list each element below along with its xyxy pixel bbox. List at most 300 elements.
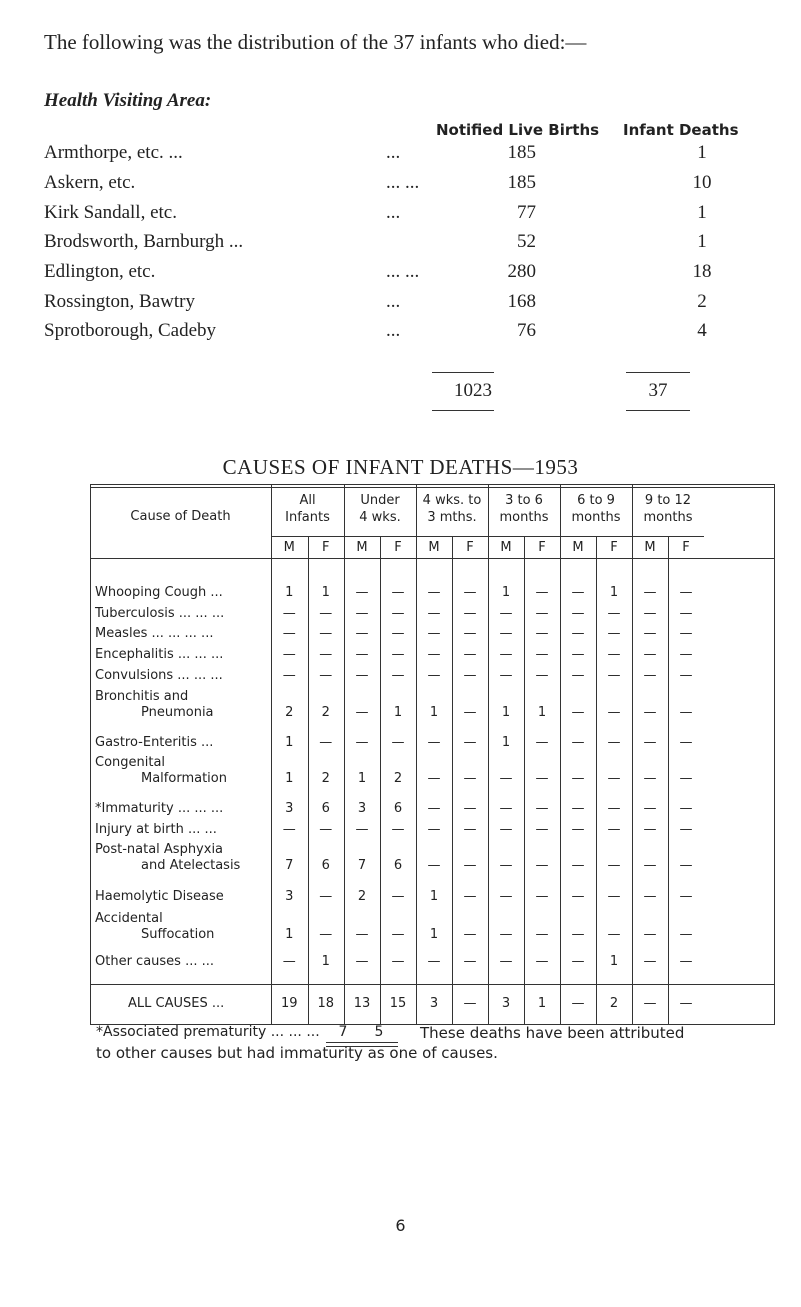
- cause-line-1: Encephalitis ... ... ...: [95, 647, 224, 662]
- cause-line-1: Haemolytic Disease: [95, 889, 224, 904]
- footnote-note-line-2: to other causes but had immaturity as one of causes.: [96, 1044, 498, 1062]
- table-cell: 3: [285, 801, 294, 816]
- table-cell: —: [282, 606, 296, 621]
- table-cell: —: [643, 735, 657, 750]
- age-group-line-1: 9 to 12: [644, 493, 692, 508]
- area-row: [44, 231, 744, 259]
- table-cell: —: [571, 801, 585, 816]
- table-cell: —: [355, 626, 369, 641]
- female-header: F: [610, 540, 618, 555]
- table-cell: —: [427, 822, 441, 837]
- table-cell: —: [535, 668, 549, 683]
- age-group-line-1: Under: [360, 493, 400, 508]
- table-cell: —: [679, 585, 693, 600]
- female-header: F: [682, 540, 690, 555]
- female-header: F: [466, 540, 474, 555]
- age-group-line-2: 4 wks.: [359, 510, 401, 525]
- table-cell: —: [679, 771, 693, 786]
- cause-label: [95, 801, 270, 817]
- table-cell: —: [355, 647, 369, 662]
- cause-line-2: and Atelectasis: [141, 858, 241, 873]
- area-heading: Health Visiting Area:: [44, 90, 212, 111]
- table-cell: 1: [609, 954, 619, 969]
- table-cell: —: [391, 668, 405, 683]
- male-header: M: [283, 540, 295, 555]
- table-cell: —: [463, 927, 477, 942]
- male-header: M: [644, 540, 656, 555]
- table-cell: —: [535, 954, 549, 969]
- table-cell: —: [535, 626, 549, 641]
- area-deaths: 1: [697, 231, 707, 252]
- table-cell: 1: [285, 927, 294, 942]
- table-cell: —: [643, 647, 657, 662]
- table-cell: 1: [429, 889, 439, 904]
- cause-line-2: Malformation: [141, 771, 227, 786]
- table-cell: —: [355, 954, 369, 969]
- cause-label: [95, 822, 270, 838]
- cause-label: [95, 842, 270, 874]
- table-cell: —: [535, 927, 549, 942]
- age-group-header: [560, 492, 632, 526]
- all-causes-label: ALL CAUSES ...: [128, 996, 225, 1011]
- table-cell: —: [643, 626, 657, 641]
- area-row: [44, 142, 744, 170]
- header-bottom-rule: [90, 558, 775, 559]
- table-cell: —: [679, 858, 693, 873]
- table-cell: —: [427, 771, 441, 786]
- table-cell: —: [319, 889, 333, 904]
- cause-line-1: Whooping Cough ...: [95, 585, 223, 600]
- table-cell: —: [643, 954, 657, 969]
- table-cell: 1: [501, 705, 511, 720]
- table-cell: —: [643, 771, 657, 786]
- cause-line-1: Other causes ... ...: [95, 954, 214, 969]
- table-cell: —: [535, 822, 549, 837]
- area-name: Kirk Sandall, etc.: [44, 202, 177, 223]
- area-births: 77: [517, 202, 536, 223]
- births-sum-rule: [432, 372, 494, 373]
- table-cell: —: [463, 889, 477, 904]
- table-cell: —: [571, 889, 585, 904]
- table-cell: —: [679, 647, 693, 662]
- age-group-line-1: 4 wks. to: [422, 493, 482, 508]
- male-header: M: [572, 540, 584, 555]
- table-cell: —: [607, 822, 621, 837]
- all-causes-cell: 2: [609, 996, 619, 1011]
- table-cell: —: [571, 858, 585, 873]
- table-cell: —: [355, 668, 369, 683]
- table-cell: 6: [393, 801, 403, 816]
- table-cell: —: [391, 735, 405, 750]
- causes-table: [90, 484, 775, 1039]
- table-cell: —: [643, 606, 657, 621]
- cause-line-1: Measles ... ... ... ...: [95, 626, 214, 641]
- cause-line-1: Tuberculosis ... ... ...: [95, 606, 225, 621]
- footnote-rule: [326, 1042, 398, 1043]
- table-cell: —: [679, 927, 693, 942]
- table-cell: —: [607, 927, 621, 942]
- table-cell: —: [535, 858, 549, 873]
- table-cell: —: [355, 606, 369, 621]
- table-cell: —: [643, 927, 657, 942]
- table-cell: —: [607, 801, 621, 816]
- area-row: [44, 202, 744, 230]
- footnote-note-line-1: These deaths have been attributed: [420, 1024, 685, 1042]
- table-cell: —: [499, 822, 513, 837]
- table-cell: 1: [537, 705, 547, 720]
- table-cell: —: [427, 858, 441, 873]
- table-cell: 1: [393, 705, 403, 720]
- table-cell: 3: [285, 889, 294, 904]
- table-cell: —: [607, 626, 621, 641]
- table-cell: 7: [357, 858, 367, 873]
- table-cell: —: [607, 668, 621, 683]
- cause-label: [95, 689, 270, 721]
- table-cell: 2: [285, 705, 294, 720]
- deaths-sum-rule: [626, 372, 690, 373]
- area-births: 52: [517, 231, 536, 252]
- table-cell: 1: [501, 585, 511, 600]
- age-group-line-1: 3 to 6: [505, 493, 543, 508]
- age-group-line-2: 3 mths.: [427, 510, 477, 525]
- area-name: Rossington, Bawtry: [44, 291, 195, 312]
- table-cell: —: [355, 735, 369, 750]
- age-group-line-1: All: [299, 493, 316, 508]
- area-leader-dots: ...: [386, 291, 401, 312]
- cause-label: [95, 889, 270, 905]
- group-divider: [488, 484, 489, 1025]
- table-cell: —: [499, 801, 513, 816]
- table-cell: 1: [285, 771, 294, 786]
- area-row: [44, 261, 744, 289]
- area-deaths: 2: [697, 291, 707, 312]
- cause-header: Cause of Death: [130, 509, 231, 524]
- cause-line-2: Pneumonia: [141, 705, 214, 720]
- table-cell: —: [463, 705, 477, 720]
- footnote-label: *Associated prematurity ... ... ...: [96, 1024, 320, 1040]
- area-leader-dots: ... ...: [386, 172, 420, 193]
- table-cell: —: [391, 647, 405, 662]
- table-cell: —: [319, 822, 333, 837]
- table-cell: 6: [321, 801, 330, 816]
- table-cell: —: [571, 626, 585, 641]
- table-cell: —: [391, 606, 405, 621]
- table-cell: —: [571, 647, 585, 662]
- male-header: M: [356, 540, 368, 555]
- area-leader-dots: ...: [386, 202, 401, 223]
- table-cell: —: [643, 585, 657, 600]
- table-cell: 1: [609, 585, 619, 600]
- footnote-male-count: 7: [338, 1024, 348, 1040]
- table-cell: —: [643, 801, 657, 816]
- table-cell: 1: [321, 954, 330, 969]
- table-cell: —: [679, 668, 693, 683]
- table-cell: —: [679, 801, 693, 816]
- age-group-line-2: months: [499, 510, 549, 525]
- cause-label: [95, 606, 270, 622]
- area-row: [44, 172, 744, 200]
- table-cell: —: [571, 771, 585, 786]
- table-cell: 1: [285, 735, 294, 750]
- table-cell: —: [643, 705, 657, 720]
- cause-line-1: Convulsions ... ... ...: [95, 668, 223, 683]
- table-cell: —: [607, 889, 621, 904]
- births-total-rule: [432, 410, 494, 411]
- table-cell: —: [679, 822, 693, 837]
- table-cell: —: [607, 858, 621, 873]
- cause-line-1: Congenital: [95, 755, 166, 770]
- area-leader-dots: ...: [386, 142, 401, 163]
- cause-label: [95, 626, 270, 642]
- age-group-header: [416, 492, 488, 526]
- causes-title: CAUSES OF INFANT DEATHS—1953: [222, 455, 579, 479]
- cause-label: [95, 668, 270, 684]
- table-cell: —: [607, 705, 621, 720]
- area-name: Armthorpe, etc. ...: [44, 142, 183, 163]
- table-cell: —: [463, 858, 477, 873]
- all-causes-cell: —: [643, 996, 657, 1011]
- all-causes-cell: 19: [280, 996, 298, 1011]
- table-cell: —: [427, 647, 441, 662]
- table-cell: —: [643, 858, 657, 873]
- table-cell: —: [319, 647, 333, 662]
- table-cell: —: [679, 705, 693, 720]
- footnote-female-count: 5: [374, 1024, 384, 1040]
- group-divider: [632, 484, 633, 1025]
- total-births: 1023: [454, 380, 492, 401]
- table-cell: —: [427, 585, 441, 600]
- table-cell: —: [282, 668, 296, 683]
- table-cell: —: [535, 606, 549, 621]
- table-cell: —: [319, 606, 333, 621]
- age-group-header: [632, 492, 704, 526]
- deaths-total-rule: [626, 410, 690, 411]
- table-cell: —: [499, 771, 513, 786]
- cause-label: [95, 911, 270, 943]
- table-left-border: [90, 484, 91, 1025]
- male-header: M: [500, 540, 512, 555]
- table-cell: —: [499, 668, 513, 683]
- group-divider: [560, 484, 561, 1025]
- table-cell: —: [427, 606, 441, 621]
- area-row: [44, 320, 744, 348]
- table-cell: —: [391, 954, 405, 969]
- cause-line-1: Accidental: [95, 911, 163, 926]
- table-right-border: [774, 484, 775, 1025]
- table-cell: —: [463, 735, 477, 750]
- male-header: M: [428, 540, 440, 555]
- age-group-line-2: Infants: [285, 510, 330, 525]
- table-cell: —: [391, 822, 405, 837]
- table-cell: —: [535, 585, 549, 600]
- page-number: 6: [395, 1216, 406, 1235]
- table-cell: —: [355, 822, 369, 837]
- table-cell: —: [427, 801, 441, 816]
- table-cell: —: [571, 606, 585, 621]
- cause-label: [95, 954, 270, 970]
- table-cell: —: [499, 927, 513, 942]
- table-cell: 1: [429, 705, 439, 720]
- table-cell: —: [463, 954, 477, 969]
- table-cell: —: [571, 735, 585, 750]
- table-cell: —: [643, 822, 657, 837]
- table-cell: 2: [321, 705, 330, 720]
- female-header: F: [538, 540, 546, 555]
- table-cell: —: [535, 647, 549, 662]
- area-leader-dots: ...: [386, 320, 401, 341]
- cause-label: [95, 755, 270, 787]
- table-cell: —: [319, 735, 333, 750]
- table-cell: 2: [321, 771, 330, 786]
- table-cell: —: [391, 927, 405, 942]
- table-cell: —: [391, 626, 405, 641]
- cause-label: [95, 647, 270, 663]
- area-name: Edlington, etc.: [44, 261, 156, 282]
- table-cell: —: [535, 889, 549, 904]
- table-cell: —: [679, 735, 693, 750]
- area-row: [44, 291, 744, 319]
- table-cell: —: [679, 606, 693, 621]
- group-divider: [416, 484, 417, 1025]
- table-cell: —: [535, 771, 549, 786]
- table-cell: 1: [357, 771, 367, 786]
- age-group-header: [488, 492, 560, 526]
- table-cell: —: [535, 735, 549, 750]
- area-births: 185: [507, 142, 536, 163]
- table-cell: 6: [321, 858, 330, 873]
- table-cell: —: [463, 801, 477, 816]
- table-cell: —: [643, 889, 657, 904]
- area-births: 185: [507, 172, 536, 193]
- table-cell: —: [427, 626, 441, 641]
- table-cell: —: [571, 954, 585, 969]
- table-cell: —: [463, 585, 477, 600]
- table-cell: —: [643, 668, 657, 683]
- age-group-line-2: months: [643, 510, 693, 525]
- area-deaths: 4: [697, 320, 707, 341]
- table-cell: 6: [393, 858, 403, 873]
- table-cell: —: [607, 606, 621, 621]
- cause-label: [95, 735, 270, 751]
- table-cell: —: [391, 585, 405, 600]
- table-cell: —: [607, 647, 621, 662]
- table-cell: —: [571, 668, 585, 683]
- age-group-line-1: 6 to 9: [577, 493, 615, 508]
- cause-label: [95, 585, 270, 601]
- table-cell: —: [499, 606, 513, 621]
- table-cell: —: [282, 647, 296, 662]
- table-cell: —: [463, 606, 477, 621]
- table-cell: 1: [321, 585, 330, 600]
- area-births: 76: [517, 320, 536, 341]
- cause-line-1: *Immaturity ... ... ...: [95, 801, 224, 816]
- area-name: Brodsworth, Barnburgh ...: [44, 231, 244, 252]
- area-births: 168: [507, 291, 536, 312]
- cause-line-1: Injury at birth ... ...: [95, 822, 217, 837]
- area-deaths: 1: [697, 202, 707, 223]
- table-cell: 1: [285, 585, 294, 600]
- table-cell: —: [463, 668, 477, 683]
- all-causes-cell: 3: [429, 996, 439, 1011]
- table-cell: 2: [393, 771, 403, 786]
- table-cell: —: [355, 705, 369, 720]
- area-leader-dots: ... ...: [386, 261, 420, 282]
- all-causes-cell: —: [463, 996, 477, 1011]
- all-causes-cell: 18: [317, 996, 335, 1011]
- table-cell: —: [499, 626, 513, 641]
- total-deaths: 37: [648, 380, 668, 401]
- table-cell: 3: [357, 801, 367, 816]
- female-header: F: [394, 540, 402, 555]
- table-cell: —: [571, 585, 585, 600]
- all-causes-top-rule: [90, 984, 775, 985]
- table-cell: —: [535, 801, 549, 816]
- area-births: 280: [507, 261, 536, 282]
- all-causes-cell: 15: [389, 996, 407, 1011]
- table-cell: —: [463, 771, 477, 786]
- group-divider: [271, 484, 272, 1025]
- group-divider: [344, 484, 345, 1025]
- table-cell: —: [571, 927, 585, 942]
- table-cell: —: [571, 822, 585, 837]
- area-deaths: 18: [692, 261, 712, 282]
- table-cell: —: [607, 735, 621, 750]
- table-cell: —: [463, 647, 477, 662]
- table-cell: —: [499, 858, 513, 873]
- all-causes-cell: 1: [537, 996, 547, 1011]
- table-cell: —: [679, 626, 693, 641]
- table-cell: —: [679, 889, 693, 904]
- table-cell: —: [282, 954, 296, 969]
- table-cell: 1: [429, 927, 439, 942]
- table-cell: —: [391, 889, 405, 904]
- table-cell: —: [427, 668, 441, 683]
- table-cell: —: [499, 954, 513, 969]
- area-deaths: 10: [692, 172, 712, 193]
- cause-line-1: Bronchitis and: [95, 689, 189, 704]
- age-group-header: [344, 492, 416, 526]
- area-name: Askern, etc.: [44, 172, 136, 193]
- all-causes-cell: —: [571, 996, 585, 1011]
- notified-births-header: Notified Live Births: [436, 121, 600, 139]
- table-cell: —: [607, 771, 621, 786]
- intro-text: The following was the distribution of the 37 infants who died:—: [44, 30, 587, 54]
- cause-line-2: Suffocation: [141, 927, 215, 942]
- table-top-border: [90, 484, 775, 485]
- table-top-border-2: [90, 487, 775, 488]
- table-cell: —: [355, 585, 369, 600]
- table-cell: —: [463, 626, 477, 641]
- area-name: Sprotborough, Cadeby: [44, 320, 217, 341]
- age-group-header: [271, 492, 344, 526]
- infant-deaths-header: Infant Deaths: [623, 121, 739, 139]
- table-cell: —: [319, 668, 333, 683]
- all-causes-cell: —: [679, 996, 693, 1011]
- table-cell: —: [319, 927, 333, 942]
- all-causes-cell: 13: [353, 996, 371, 1011]
- table-cell: —: [499, 647, 513, 662]
- table-cell: —: [355, 927, 369, 942]
- table-cell: 7: [285, 858, 294, 873]
- table-cell: —: [319, 626, 333, 641]
- table-cell: —: [463, 822, 477, 837]
- cause-line-1: Gastro-Enteritis ...: [95, 735, 214, 750]
- table-cell: —: [499, 889, 513, 904]
- table-cell: —: [427, 954, 441, 969]
- all-causes-cell: 3: [501, 996, 511, 1011]
- table-cell: 1: [501, 735, 511, 750]
- table-cell: 2: [357, 889, 367, 904]
